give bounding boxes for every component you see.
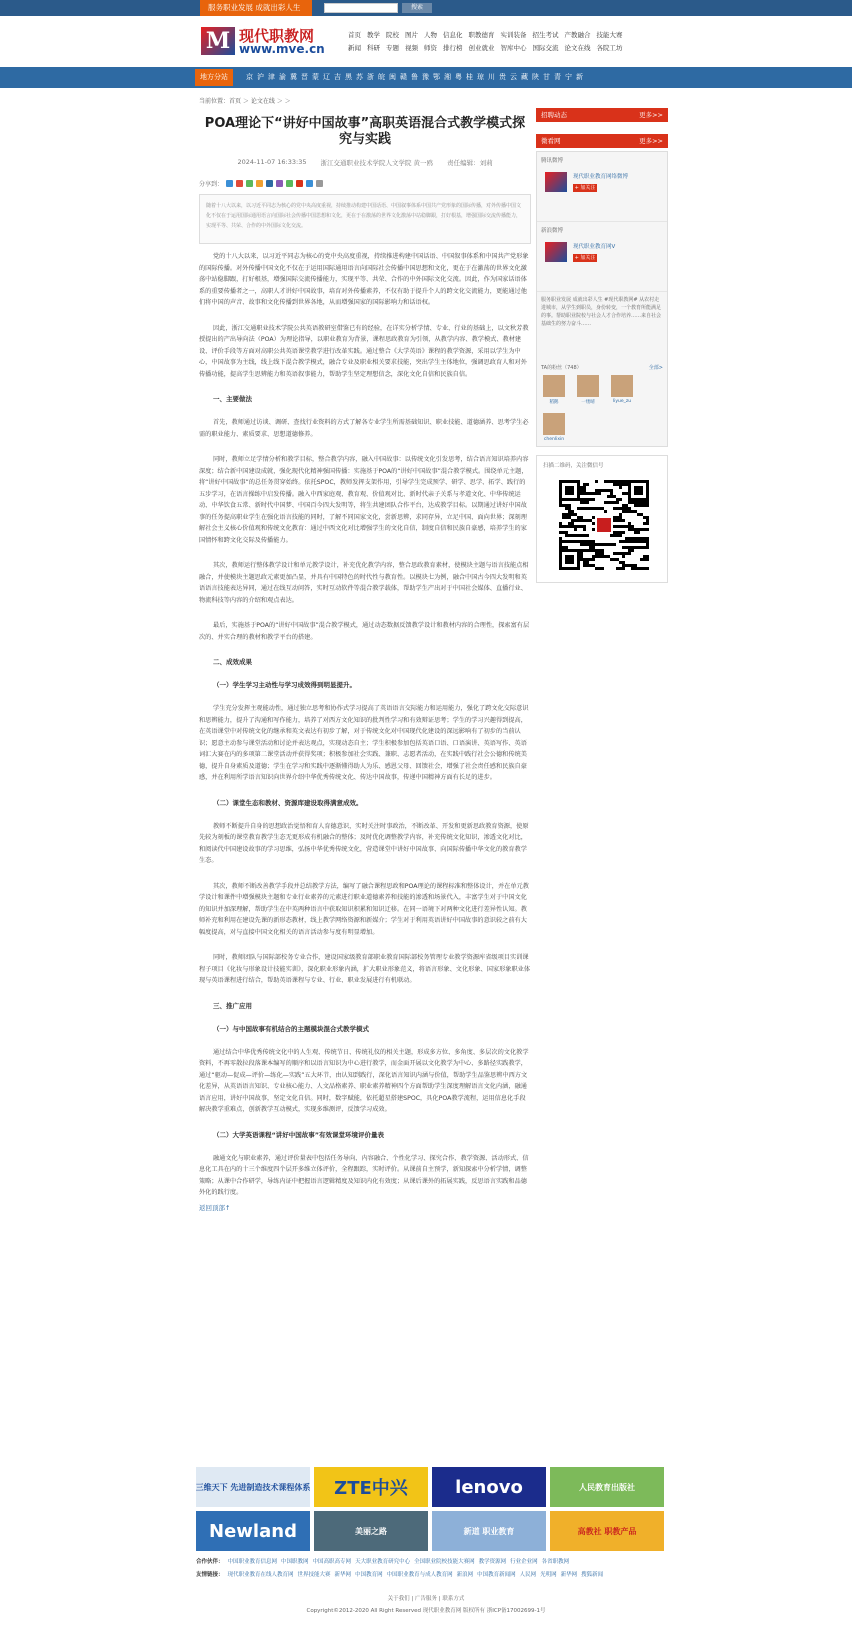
breadcrumb: 当前位置：首页 ＞ 论文在线 ＞ ＞	[199, 98, 291, 105]
share-label: 分享到：	[199, 181, 224, 188]
section-heading: 一、主要做法	[213, 395, 252, 403]
back-to-top-link[interactable]: 返回顶部↑	[199, 1203, 231, 1212]
footer-link[interactable]: 行业企业网	[510, 1559, 538, 1565]
footer-link[interactable]: 现代职业教育在线人教育网	[227, 1572, 294, 1578]
section-heading: （二）大学英语课程“讲好中国故事”有效课堂环境评价量表	[213, 1130, 385, 1139]
fans-label: TA的粉丝（748）	[541, 365, 582, 371]
city-link[interactable]: 粤	[455, 73, 462, 81]
site-logo[interactable]	[201, 27, 341, 57]
avatar	[545, 172, 567, 192]
article-editor: 责任编辑：刘莉	[447, 159, 493, 167]
article-paragraph: 同时，教师立足学情分析和教学目标，整合教学内容，融入中国故事：以传统文化引发思考，结合语言知识培养内容深度；结合新中国建设成就，强化现代化精神强国传播：实施基于POA的“讲好中国故事”混合教学模式。围绕单元主题，将“讲好中国故事”的总任务贯穿始终。依托SPOC，教师发挥支架作用，引导学生完成预学、研学、思学、拓学、践行的五步学习，在语言操练中启发传播。融入中西家庭观、教育观、价值观对比、新时代亲子关系与孝道文化、中华传统运动、中华饮食五常、新时代中国梦、中国百今四大发明等，将生共建团队合作平台，达成教学目标。以期通过讲好中国故事的任务提高职业学生在强化语言技能的同时，了解不同国家文化，尝新思辨，求同存异，立足中国、面向世界；深刻理解社会主义核心价值观和传统文化教育：通过中西文化对比增强学生的文化自信，制度自信和民族自豪感，培养学生的家国情怀和跨文化交际及传播能力。	[199, 456, 529, 544]
city-link[interactable]: 赣	[400, 73, 407, 81]
city-link[interactable]: 冀	[290, 73, 297, 81]
follow-button[interactable]: + 加关注	[574, 185, 596, 191]
section-heading: 二、成效成果	[213, 658, 252, 666]
city-link[interactable]: 黑	[345, 73, 352, 81]
section-heading: 三、推广应用	[213, 1001, 252, 1010]
nav-item[interactable]: 论文在线	[564, 44, 591, 52]
city-link[interactable]: 蒙	[312, 73, 319, 81]
footer-link[interactable]: 中国职教网	[281, 1559, 309, 1565]
sidebar-weibo-title: 微看网	[541, 137, 561, 145]
footer-link[interactable]: 光明网	[540, 1572, 557, 1578]
sponsor-banner[interactable]: lenovo	[432, 1467, 546, 1507]
city-link[interactable]: 鲁	[411, 73, 418, 81]
sidebar-weibo-header	[536, 134, 668, 148]
footer-link[interactable]: 中国职业教育与成人教育网	[386, 1572, 453, 1578]
sponsor-banners	[196, 1467, 666, 1551]
footer-link[interactable]: 教学资源网	[478, 1559, 507, 1565]
weibo-box	[536, 151, 668, 447]
city-link[interactable]: 闽	[389, 73, 396, 81]
footer-link[interactable]: 天大职业教育研究中心	[355, 1559, 411, 1565]
article-meta	[199, 158, 531, 167]
city-bar-tag: 地方分站	[195, 69, 233, 86]
weibo-label: 腾讯微博	[541, 158, 564, 164]
share-douban-icon[interactable]	[276, 180, 283, 187]
article-title: POA理论下“讲好中国故事”高职英语混合式教学模式探究与实践	[204, 116, 526, 147]
footer-friend-links	[196, 1569, 666, 1582]
article-paragraph: 首先，教师通过访谈、调研、查找行业资料的方式了解各专业学生所需基础知识、职业技能、道德涵养、思考学生必需的职业能力、素质要求、思想道德修养。	[199, 419, 529, 438]
logo-text: 现代职教网	[239, 27, 315, 45]
weibo-name[interactable]: 现代职业教育网V	[573, 244, 616, 250]
nav-item[interactable]: 信息化	[443, 31, 463, 39]
fan-name[interactable]: chenlixin	[543, 437, 565, 442]
article-paragraph: 其次，教师运行整体教学设计和单元教学设计，补充优化教学内容，整合思政教育素材，使模块主题与语言技能点相融合，并使模块主题思政元素更加凸显，并具有中国特色的时代性与教育性。以模块七为例，融合中国古今四大发明和英语语言技能表达异同，通过在线互动问答，实时互动软件等混合教学载体，帮助学生产出对于中国社会媒体、直播行业、物流科技等内容的介绍和观点表达。	[199, 562, 529, 604]
footer	[196, 1556, 666, 1582]
search-button[interactable]: 搜索	[402, 3, 432, 13]
share-bar	[199, 179, 531, 188]
nav-item[interactable]: 视频	[405, 44, 418, 52]
nav-item[interactable]: 师资	[424, 44, 437, 52]
city-link[interactable]: 晋	[301, 73, 308, 81]
share-more-icon[interactable]	[316, 180, 323, 187]
share-sohu-icon[interactable]	[306, 180, 313, 187]
share-weibo-icon[interactable]	[236, 180, 243, 187]
city-link[interactable]: 云	[510, 73, 517, 81]
footer-link[interactable]: 中国教育新闻网	[477, 1572, 516, 1578]
city-link[interactable]: 藏	[521, 73, 528, 81]
fans-more-link[interactable]: 全部>	[648, 365, 663, 371]
main-nav-row-2	[348, 43, 648, 56]
nav-item[interactable]: 院校	[386, 31, 399, 39]
logo-mark: M	[201, 27, 235, 55]
footer-link[interactable]: 新浪网	[456, 1572, 474, 1578]
search-input[interactable]	[324, 3, 398, 13]
city-link[interactable]: 桂	[466, 73, 473, 81]
section-heading: （一）与中国故事有机结合的主题模块混合式教学模式	[213, 1024, 369, 1033]
city-link[interactable]: 陕	[532, 73, 539, 81]
share-kaixin-icon[interactable]	[286, 180, 293, 187]
city-list	[246, 67, 583, 88]
article	[199, 110, 531, 1212]
sidebar-jobs-title: 招聘动态	[541, 111, 567, 119]
article-abstract: 随着十八大以来，以习近平同志为核心的党中央高度重视，持续推动构建中国话语、中国叙事体系中国共产党形象的国际传播，对外传播中国文化不仅在于运用国际通用语言向国际社会传播中国思想和文化，更在于在激荡的世界文化激荡中站稳脚跟，打好根基，增强国际交流传播能力，实现平等、共荣、合作的中外国际文化交流。	[199, 194, 531, 244]
weibo-card-tencent	[537, 152, 667, 222]
nav-item[interactable]: 技能大赛	[596, 31, 623, 39]
sidebar-weibo-more[interactable]: 更多>>	[639, 137, 663, 145]
footer-link[interactable]: 搜狐新闻	[581, 1572, 604, 1578]
sidebar	[536, 108, 668, 583]
nav-item[interactable]: 新闻	[348, 44, 361, 52]
city-link[interactable]: 渝	[279, 73, 286, 81]
sponsor-banner[interactable]: 美丽之路	[314, 1511, 428, 1551]
sidebar-jobs-header	[536, 108, 668, 122]
nav-item[interactable]: 招生考试	[532, 31, 559, 39]
share-tencent-icon[interactable]	[266, 180, 273, 187]
nav-item[interactable]: 科研	[367, 44, 380, 52]
footer-link[interactable]: 各省职教网	[541, 1559, 570, 1565]
city-link[interactable]: 新	[576, 73, 583, 81]
avatar	[543, 375, 565, 397]
article-paragraph: 教师不断提升自身的思想政治觉悟和育人育德意识，实时关注时事政治，不断改革、开发和更新思政教育资源，使原先较为刻板的课堂教育教学生态无更形成有机融合的整体；及时优化调整教学内容，补充传统文化知识，渗透文化对比，和阅读代中国建设故事的学习思维，弘扬中华优秀传统文化，营造课堂中讲好中国故事、向国际传播中华文化的教育教学生态。	[199, 822, 529, 864]
main-nav	[348, 30, 648, 56]
city-link[interactable]: 皖	[378, 73, 385, 81]
fan-item[interactable]	[541, 413, 567, 442]
article-paragraph: 融通文化与职业素养，通过评价量表中包括任务导向、内容融合、个性化学习、探究合作、教学资源、活动形式、信息化工具在内的十三个维度四个层开多维立体评价，全程跟踪，实时评价。从课前自主预学，新知探索中分析学情，调整策略；从课中合作研学，导练内证中把握语言逻辑精度及知识内化有效度；从课后课外的拓展实践，反思语言实践和品德外化的践行度。	[199, 1154, 529, 1196]
nav-item[interactable]: 智库中心	[500, 44, 527, 52]
nav-item[interactable]: 产教融合	[564, 31, 591, 39]
city-link[interactable]: 琼	[477, 73, 484, 81]
city-link[interactable]: 津	[268, 73, 275, 81]
sponsor-banner[interactable]: Newland	[196, 1511, 310, 1551]
sponsor-banner[interactable]: 三维天下 先进制造技术课程体系	[196, 1467, 310, 1507]
city-link[interactable]: 青	[554, 73, 561, 81]
article-paragraph: 党的十八大以来，以习近平同志为核心的党中央高度重视，持续推进构建中国话语、中国叙事体系和中国共产党形象的国际传播。对外传播中国文化不仅在于运用国际通用语言向国际社会传播中国思想和文化，更在于在激荡的世界文化激荡中站稳脚跟，打好根基，增强国际交流传播能力，实现平等、共荣、合作的中外国际文化交流。因此，作为国家话语体系的重要传播者之一，高职人才讲好中国故事，培育对外传播素养，不仅有助于提升个人的跨文化交流能力，更能通过他们将中国的声音、故事和文化传播到世界各地，从而增强国家的国际影响力和话语权。	[199, 253, 529, 306]
qr-label: 扫描二维码，关注微信号	[543, 463, 604, 469]
nav-item[interactable]: 人物	[424, 31, 437, 39]
nav-item[interactable]: 职教德育	[468, 31, 495, 39]
city-link[interactable]: 川	[488, 73, 495, 81]
article-paragraph: 学生充分发挥主观能动性，通过独立思考和协作式学习提高了英语语言交际能力和运用能力，强化了跨文化交际意识和思辨能力，提升了沟通和写作能力，培养了对西方文化知识的批判性学习和有效辩证思考；学生的学习兴趣得到提高，在英语课堂中对传统文化的继承和英文表达有初步了解，对于传统文化对中国现代化建设的深远影响有了初步的当前认识；愿意主动参与课堂活动和讨论并表达观点，实现动态自主；学生积极参加包括英语口语、口语演讲、英语写作、英语词汇大赛在内的多项第二课堂活动并获得奖项；积极参加社会实践、兼职、志愿者活动，在实践中践行社会公德和传统美德，提升自身素质及道德；学生在学习和实践中逐渐懂得助人为乐、感恩父母、回馈社会，增强了社会责任感和民族自豪感，并在利用所学语言知识向世界介绍中华优秀传统文化、传达中国故事，传递中国精神方面有长足的进步。	[199, 705, 529, 781]
nav-item[interactable]: 实训装备	[500, 31, 527, 39]
article-paragraph: 因此，浙江交通职业技术学院公共英语教研室借鉴已有的经验，在详实分析学情、专业、行业的基础上，以文秋芳教授提出的产出导向法（POA）为理论指导，以职业教育为背景，课程思政教育为引领，从教学内容、教学模式、教材建设、评价手段等方面对高职公共英语课堂教学进行改革实践。通过整合《大学英语》课程的教学资源，采用以学生为中心，中国故事为主线，线上线下混合教学模式，融合专业及职业相关要求技能，突出学生主体地位，强调思政育人和对外传播功能，提高学生思辨能力和英语叙事能力，帮助学生坚定理想信念，深化文化自信和民族自信。	[199, 324, 529, 378]
follow-button[interactable]: + 加关注	[574, 255, 596, 261]
weibo-name[interactable]: 现代职业教育网络微博	[573, 174, 629, 180]
footer-link[interactable]: 世界技能大赛	[297, 1572, 331, 1578]
footer-link[interactable]: 中国高职高专网	[312, 1559, 352, 1565]
city-link[interactable]: 宁	[565, 73, 572, 81]
city-link[interactable]: 湘	[444, 73, 451, 81]
fan-name[interactable]: liyue_zu	[612, 399, 632, 404]
footer-link[interactable]: 中国教育网	[355, 1572, 383, 1578]
footer-link[interactable]: 新华网	[334, 1572, 352, 1578]
nav-item[interactable]: 排行榜	[443, 44, 463, 52]
nav-item[interactable]: 国际交流	[532, 44, 559, 52]
city-bar	[0, 67, 852, 88]
avatar	[577, 375, 599, 397]
city-link[interactable]: 苏	[356, 73, 363, 81]
footer-link[interactable]: 新华网	[560, 1572, 578, 1578]
sponsor-banner[interactable]: ZTE中兴	[314, 1467, 428, 1507]
nav-item[interactable]: 创业就业	[468, 44, 495, 52]
footer-link[interactable]: 中国职业教育信息网	[227, 1559, 278, 1565]
city-link[interactable]: 沪	[257, 73, 264, 81]
sidebar-jobs-more[interactable]: 更多>>	[639, 111, 663, 119]
footer-link[interactable]: 全国职业院校技能大赛网	[414, 1559, 475, 1565]
weibo-intro: 服务职业发展 成就出彩人生 #现代职教网# 从农村走进城市，从学生到职员，身份转变，一个教育所能满足的事。帮助职业院校与社会人才合作培养……来自社会基础生的努力奋斗……	[541, 297, 662, 327]
nav-item[interactable]: 首页	[348, 31, 361, 39]
article-body	[199, 251, 531, 1199]
share-163-icon[interactable]	[296, 180, 303, 187]
article-source: 浙江交通职业技术学院人文学院 黄一鸥	[320, 159, 434, 167]
fan-name[interactable]: 稻鹅	[549, 400, 559, 405]
share-wechat-icon[interactable]	[246, 180, 253, 187]
top-slogan: 服务职业发展 成就出彩人生	[200, 0, 312, 16]
city-link[interactable]: 京	[246, 73, 253, 81]
fan-item[interactable]	[541, 375, 567, 405]
weibo-card-sina	[537, 222, 667, 292]
article-paragraph: 其次，教师不断改善教学手段并总结教学方法，编写了融合课程思政和POA理论的课程标准和整体设计，并在单元教学设计和课件中增强模块主题和专业行业素养的元素进行职业道德素养和技能的渗透和场景代入，丰富学生对于中国文化的知识并加深理解，帮助学生在中英两种语言中获取知识积累和知识迁移。在同一语境下对两种文化进行差异性认知。教师补充和利用在建设先课的新形态教材，线上教学网络资源和新媒介；学生对于利用英语讲好中国故事的意识较之前有大幅度提高，对与直接中国文化相关的语言活动参与度有明显增加。	[199, 882, 529, 936]
fan-item[interactable]	[609, 375, 635, 405]
weibo-label: 新浪微博	[541, 228, 564, 234]
fans-grid	[541, 375, 663, 442]
qr-box	[536, 455, 668, 583]
city-link[interactable]: 豫	[422, 73, 429, 81]
avatar	[543, 413, 565, 435]
section-heading: （二）课堂生态和教材、资源库建设取得满意成效。	[213, 798, 363, 807]
footer-copyright: Copyright©2012-2020 All Right Reserved 现代职业教育网 版权所有 浙ICP备17002699-1号	[306, 1608, 546, 1614]
nav-item[interactable]: 教学	[367, 31, 380, 39]
fan-item[interactable]	[575, 375, 601, 405]
avatar	[611, 375, 633, 397]
qr-code-icon	[559, 480, 649, 570]
sponsor-banner[interactable]: 人民教育出版社	[550, 1467, 664, 1507]
nav-item[interactable]: 各院工坊	[596, 44, 623, 52]
city-link[interactable]: 鄂	[433, 73, 440, 81]
city-link[interactable]: 甘	[543, 73, 550, 81]
article-date: 2024-11-07 16:33:35	[237, 158, 307, 166]
footer-label: 合作伙伴：	[196, 1559, 224, 1565]
section-heading: （一）学生学习主动性与学习成效得到明显提升。	[213, 681, 356, 689]
sponsor-banner[interactable]: 高教社 职教产品	[550, 1511, 664, 1551]
city-link[interactable]: 贵	[499, 73, 506, 81]
footer-about[interactable]: 关于我们 | 广告服务 | 联系方式	[387, 1596, 465, 1602]
city-link[interactable]: 吉	[334, 73, 341, 81]
top-bar	[0, 0, 852, 16]
main-nav-row-1	[348, 30, 648, 43]
share-qzone-icon[interactable]	[226, 180, 233, 187]
logo-url: www.mve.cn	[239, 42, 325, 56]
city-link[interactable]: 浙	[367, 73, 374, 81]
nav-item[interactable]: 专题	[386, 44, 399, 52]
share-renren-icon[interactable]	[256, 180, 263, 187]
article-paragraph: 最后，实施基于POA的“讲好中国故事”混合教学模式，通过动态数据反馈教学设计和教材内容的合理性，探索富有层次的、并实合理的教材和教学平台的搭建。	[199, 622, 530, 641]
avatar	[545, 242, 567, 262]
footer-label: 友情链接：	[196, 1572, 224, 1578]
nav-item[interactable]: 图片	[405, 31, 418, 39]
footer-partners	[196, 1556, 666, 1569]
article-paragraph: 通过结合中华优秀传统文化中的人生观、传统节日、传统礼仪的相关主题，形成多方位、多角度、多层次的文化教学资料，不再零散拉段落课本编写的顺序和以语言知识为中心进行教学，而金面开展以文化教学为中心、多路径实践教学，通过“驱动—促成—评价—练化—实践”五大环节，由认知到践行，深化语言知识内涵与价值，帮助学生品鉴思辨中西方文化差异，从英语语言知识、专业核心能力、人文品格素养、职业素养精神四个方面帮助学生深度理解语言文化内涵，融通语言应用，讲好中国故事，坚定文化自信。同时，数字赋能，依托超星搭建SPOC，具化POA教学流程，运用信息化手段解决教学重难点，创新教学互动模式，实现多维测评，反馈学习成效。	[199, 1048, 529, 1113]
fans-section	[537, 360, 667, 446]
city-link[interactable]: 辽	[323, 73, 330, 81]
article-paragraph: 同时，教师团队与国际部校务专业合作，建设国家级教育部职业教育国际部校务管理专业教学资源库省级项目实训课程子项目《化妆与形象设计技能实训》，深化职业形象内涵，扩大职业形象范义，将语言形象、文化形象、国家形象职业体现与英语课程进行结合，帮助英语课程与专业、行业、职业发展进行有机联动。	[199, 954, 531, 984]
footer-link[interactable]: 人民网	[519, 1572, 537, 1578]
fan-name[interactable]: 一缕晴	[581, 400, 595, 405]
sponsor-banner[interactable]: 新道 职业教育	[432, 1511, 546, 1551]
